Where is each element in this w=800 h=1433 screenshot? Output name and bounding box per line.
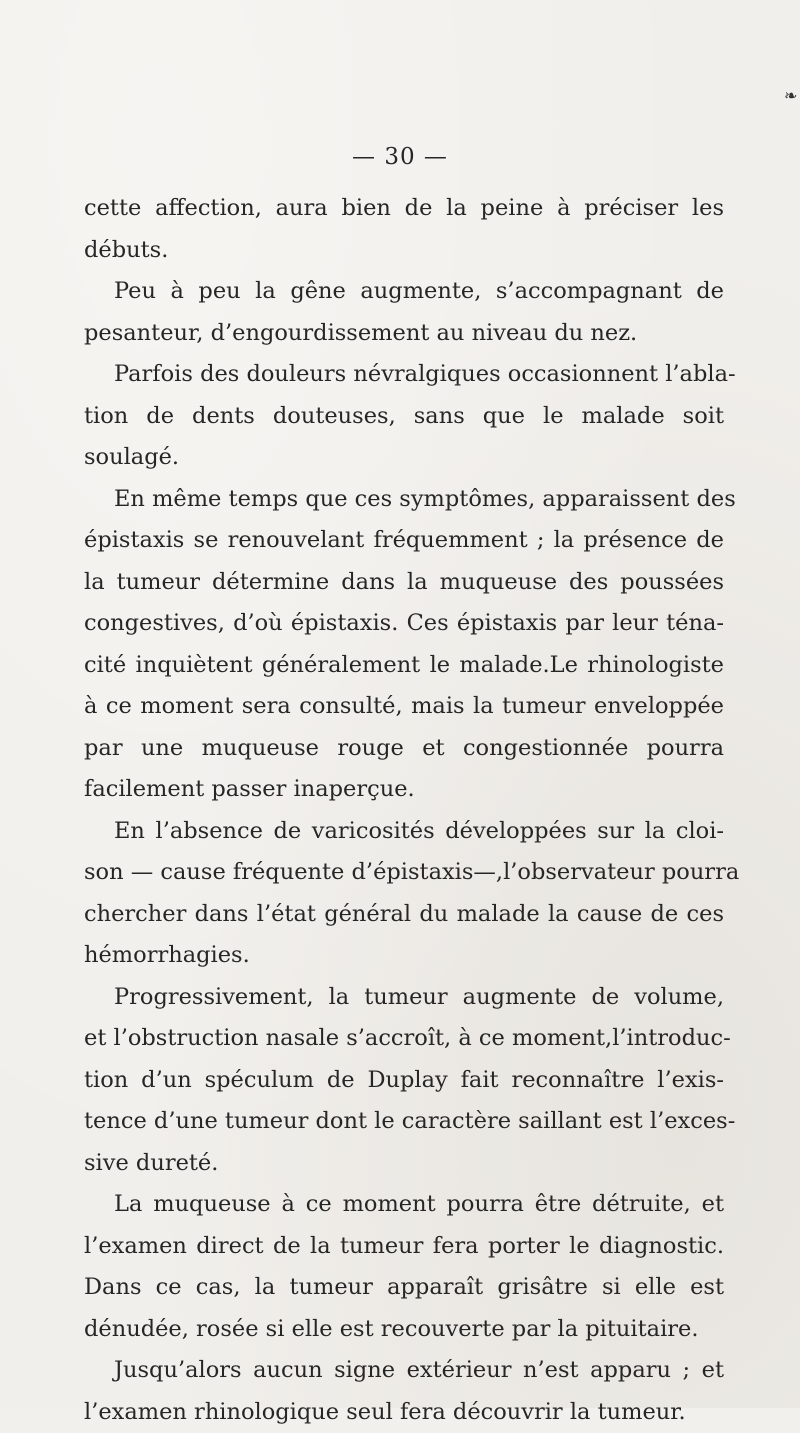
text-line: Dans ce cas, la tumeur apparaît grisâtre si elle est: [84, 1267, 724, 1309]
text-line: la tumeur détermine dans la muqueuse des poussées: [84, 562, 724, 604]
text-line: Peu à peu la gêne augmente, s’accompagnant de: [84, 271, 724, 313]
text-line: et l’obstruction nasale s’accroît, à ce moment,l’introduc-: [84, 1018, 724, 1060]
text-line: facilement passer inaperçue.: [84, 769, 724, 811]
text-line: congestives, d’où épistaxis. Ces épistaxis par leur téna-: [84, 603, 724, 645]
text-line: En l’absence de varicosités développées sur la cloi-: [84, 811, 724, 853]
text-line: tence d’une tumeur dont le caractère saillant est l’exces-: [84, 1101, 724, 1143]
text-line: débuts.: [84, 230, 724, 272]
text-line: chercher dans l’état général du malade la cause de ces: [84, 894, 724, 936]
text-line: Parfois des douleurs névralgiques occasionnent l’abla-: [84, 354, 724, 396]
text-line: cette affection, aura bien de la peine à préciser les: [84, 188, 724, 230]
text-line: La muqueuse à ce moment pourra être détruite, et: [84, 1184, 724, 1226]
text-line: épistaxis se renouvelant fréquemment ; la présence de: [84, 520, 724, 562]
text-line: soulagé.: [84, 437, 724, 479]
text-line: hémorrhagies.: [84, 935, 724, 977]
text-line: sive dureté.: [84, 1143, 724, 1185]
text-line: En même temps que ces symptômes, apparaissent des: [84, 479, 724, 521]
text-line: tion d’un spéculum de Duplay fait reconnaître l’exis-: [84, 1060, 724, 1102]
ink-speck: ❧: [784, 86, 797, 105]
text-line: son — cause fréquente d’épistaxis—,l’observateur pourra: [84, 852, 724, 894]
text-line: par une muqueuse rouge et congestionnée pourra: [84, 728, 724, 770]
text-line: Jusqu’alors aucun signe extérieur n’est apparu ; et: [84, 1350, 724, 1392]
body-text: [84, 188, 724, 1433]
text-line: pesanteur, d’engourdissement au niveau du nez.: [84, 313, 724, 355]
text-line: l’examen rhinologique seul fera découvrir la tumeur.: [84, 1392, 724, 1433]
text-line: l’examen direct de la tumeur fera porter le diagnostic.: [84, 1226, 724, 1268]
text-line: Progressivement, la tumeur augmente de volume,: [84, 977, 724, 1019]
page-number: — 30 —: [0, 144, 800, 170]
text-line: cité inquiètent généralement le malade.Le rhinologiste: [84, 645, 724, 687]
text-line: dénudée, rosée si elle est recouverte par la pituitaire.: [84, 1309, 724, 1351]
text-line: à ce moment sera consulté, mais la tumeur enveloppée: [84, 686, 724, 728]
text-line: tion de dents douteuses, sans que le malade soit: [84, 396, 724, 438]
